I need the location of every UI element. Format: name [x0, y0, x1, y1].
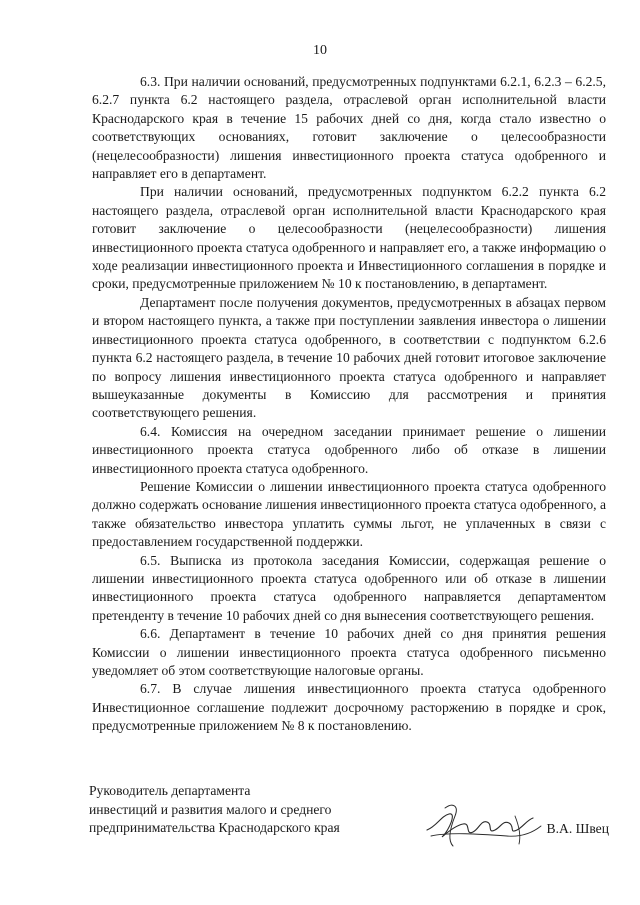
signature-block	[89, 782, 609, 852]
paragraph-6-7: 6.7. В случае лишения инвестиционного проекта статуса одобренного Инвестиционное соглашение подлежит досрочному расторжению в порядке и срок, предусмотренные приложением № 8 к постановлению.	[92, 681, 606, 734]
signer-title-line: Руководитель департамента	[89, 783, 251, 798]
paragraph-6-3-third: Департамент после получения документов, предусмотренных в абзацах первом и втором настоящего пункта, а также при поступлении заявления инвестора о лишении инвестиционного проекта статуса одобренного, в соответствии с подпунктом 6.2.6 пункта 6.2 настоящего раздела, в течение 10 рабочих дней готовит итоговое заключение по вопросу лишения инвестиционного проекта статуса одобренного и направляет вышеуказанные документы в Комиссию для рассмотрения и принятия соответствующего решения.	[92, 294, 606, 421]
paragraph-6-3-second: При наличии оснований, предусмотренных подпунктом 6.2.2 пункта 6.2 настоящего раздела, отраслевой орган исполнительной власти Краснодарского края готовит заключение о целесообразности (нецелесообразности) лишения инвестиционного проекта статуса одобренного и направляет его, а также информацию о ходе реализации инвестиционного проекта и Инвестиционного соглашения в порядке и сроки, предусмотренные приложением № 10 к постановлению, в департамент.	[92, 184, 606, 292]
signer-title-line: предпринимательства Краснодарского края	[89, 820, 340, 836]
signer-title-line: инвестиций и развития малого и среднего	[89, 801, 332, 817]
signer-name: В.А. Швец	[546, 821, 609, 836]
paragraph-6-5: 6.5. Выписка из протокола заседания Комиссии, содержащая решение о лишении инвестиционного проекта статуса одобренного или об отказе в лишении инвестиционного проекта статуса одобренного направляется департаментом претенденту в течение 10 рабочих дней со дня вынесения соответствующего решения.	[92, 552, 606, 623]
paragraph-6-4: 6.4. Комиссия на очередном заседании принимает решение о лишении инвестиционного проекта статуса одобренного либо об отказе в лишении инвестиционного проекта статуса одобренного.	[92, 423, 606, 476]
handwritten-signature	[419, 796, 547, 850]
document-body	[92, 73, 606, 736]
paragraph-6-4-second: Решение Комиссии о лишении инвестиционного проекта статуса одобренного должно содержать основание лишения инвестиционного проекта статуса одобренного, а также обязательство инвестора уплатить суммы льгот, не уплаченных в связи с предоставлением государственной поддержки.	[92, 478, 606, 550]
page-number: 10	[313, 43, 327, 58]
signer-title	[89, 782, 340, 838]
paragraph-6-3: 6.3. При наличии оснований, предусмотренных подпунктами 6.2.1, 6.2.3 – 6.2.5, 6.2.7 пункта 6.2 настоящего раздела, отраслевой орган исполнительной власти Краснодарского края в течение 15 рабочих дней со дня, когда стало известно о соответствующих основаниях, готовит заключение о целесообразности (нецелесообразности) лишения инвестиционного проекта статуса одобренного и направляет его в департамент.	[92, 74, 606, 182]
paragraph-6-6: 6.6. Департамент в течение 10 рабочих дней со дня принятия решения Комиссии о лишении инвестиционного проекта статуса одобренного письменно уведомляет об этом соответствующие налоговые органы.	[92, 626, 606, 678]
